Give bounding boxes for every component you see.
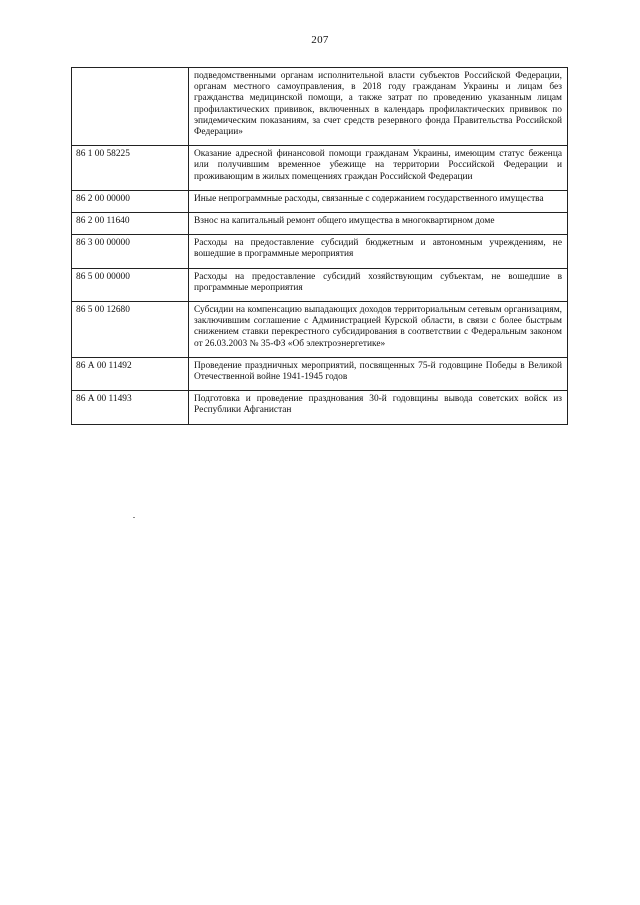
description-cell: подведомственными органам исполнительной власти субъектов Российской Федерации, органам местного самоуправления, в 2018 году гражданам Украины и лицам без гражданства медицинской помощи, а также затрат по проведению указанным лицам профилактических прививок, включенных в календарь профилактических прививок по эпидемическим показаниям, за счет средств резервного фонда Правительства Российской Федерации» — [189, 68, 568, 146]
table-row — [72, 213, 568, 235]
code-cell: 86 2 00 11640 — [72, 213, 189, 235]
description-cell: Расходы на предоставление субсидий хозяйствующим субъектам, не вошедшие в программные мероприятия — [189, 268, 568, 301]
code-cell: 86 1 00 58225 — [72, 146, 189, 191]
table-row — [72, 268, 568, 301]
table-row — [72, 357, 568, 390]
table-row — [72, 68, 568, 146]
table-row — [72, 146, 568, 191]
code-cell: 86 5 00 12680 — [72, 302, 189, 358]
code-cell: 86 А 00 11492 — [72, 357, 189, 390]
description-cell: Оказание адресной финансовой помощи гражданам Украины, имеющим статус беженца или получившим временное убежище на территории Российской Федерации и проживающим в жилых помещениях граждан Российской Федерации — [189, 146, 568, 191]
table-row — [72, 391, 568, 424]
description-cell: Взнос на капитальный ремонт общего имущества в многоквартирном доме — [189, 213, 568, 235]
code-cell — [72, 68, 189, 146]
page-number: 207 — [311, 34, 329, 46]
code-cell: 86 2 00 00000 — [72, 190, 189, 212]
description-cell: Субсидии на компенсацию выпадающих доходов территориальным сетевым организациям, заключившим соглашение с Администрацией Курской области, в связи с более быстрым снижением ставки перекрестного субсидирования в соответствии с Федеральным законом от 26.03.2003 № 35-ФЗ «Об электроэнергетике» — [189, 302, 568, 358]
description-cell: Расходы на предоставление субсидий бюджетным и автономным учреждениям, не вошедшие в программные мероприятия — [189, 235, 568, 268]
table-row — [72, 302, 568, 358]
code-cell: 86 3 00 00000 — [72, 235, 189, 268]
description-cell: Подготовка и проведение празднования 30-й годовщины вывода советских войск из Республики Афганистан — [189, 391, 568, 424]
budget-classification-table — [71, 67, 568, 425]
table-row — [72, 190, 568, 212]
description-cell: Проведение праздничных мероприятий, посвященных 75-й годовщине Победы в Великой Отечественной войне 1941-1945 годов — [189, 357, 568, 390]
description-cell: Иные непрограммные расходы, связанные с содержанием государственного имущества — [189, 190, 568, 212]
scan-speck — [133, 517, 135, 518]
table-row — [72, 235, 568, 268]
code-cell: 86 5 00 00000 — [72, 268, 189, 301]
code-cell: 86 А 00 11493 — [72, 391, 189, 424]
